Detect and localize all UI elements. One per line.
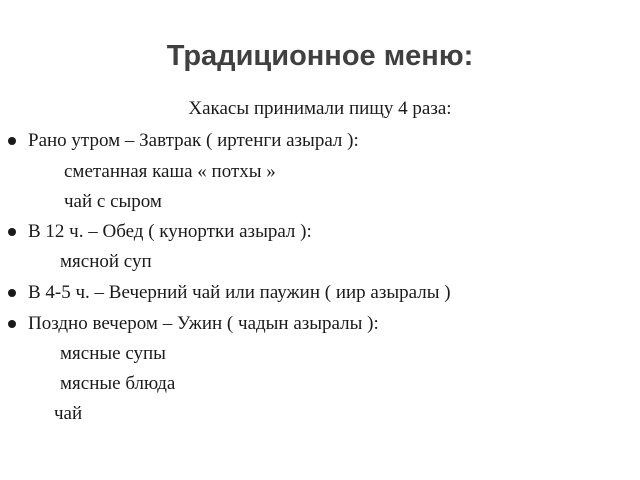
menu-line-lunch: В 12 ч. – Обед ( кунортки азырал ): — [28, 221, 312, 242]
menu-subitem: чай с сыром — [64, 191, 162, 212]
menu-line-breakfast: Рано утром – Завтрак ( иртенги азырал ): — [28, 130, 359, 151]
menu-subitem: мясной суп — [60, 251, 152, 272]
menu-subitem: мясные блюда — [60, 373, 176, 394]
bullet-dot — [8, 320, 16, 328]
slide-title: Традиционное меню: — [166, 40, 474, 72]
bullet-dot — [8, 228, 16, 236]
menu-line-dinner: Поздно вечером – Ужин ( чадын азыралы ): — [28, 313, 379, 334]
menu-subitem: сметанная каша « потхы » — [64, 161, 276, 182]
bullet-dot — [8, 289, 16, 297]
menu-line-afternoon-tea: В 4-5 ч. – Вечерний чай или паужин ( иир азыралы ) — [28, 282, 451, 303]
bullet-dot — [8, 137, 16, 145]
menu-subitem: мясные супы — [60, 343, 166, 364]
slide-intro: Хакасы принимали пищу 4 раза: — [188, 98, 452, 119]
menu-subitem: чай — [54, 403, 83, 424]
